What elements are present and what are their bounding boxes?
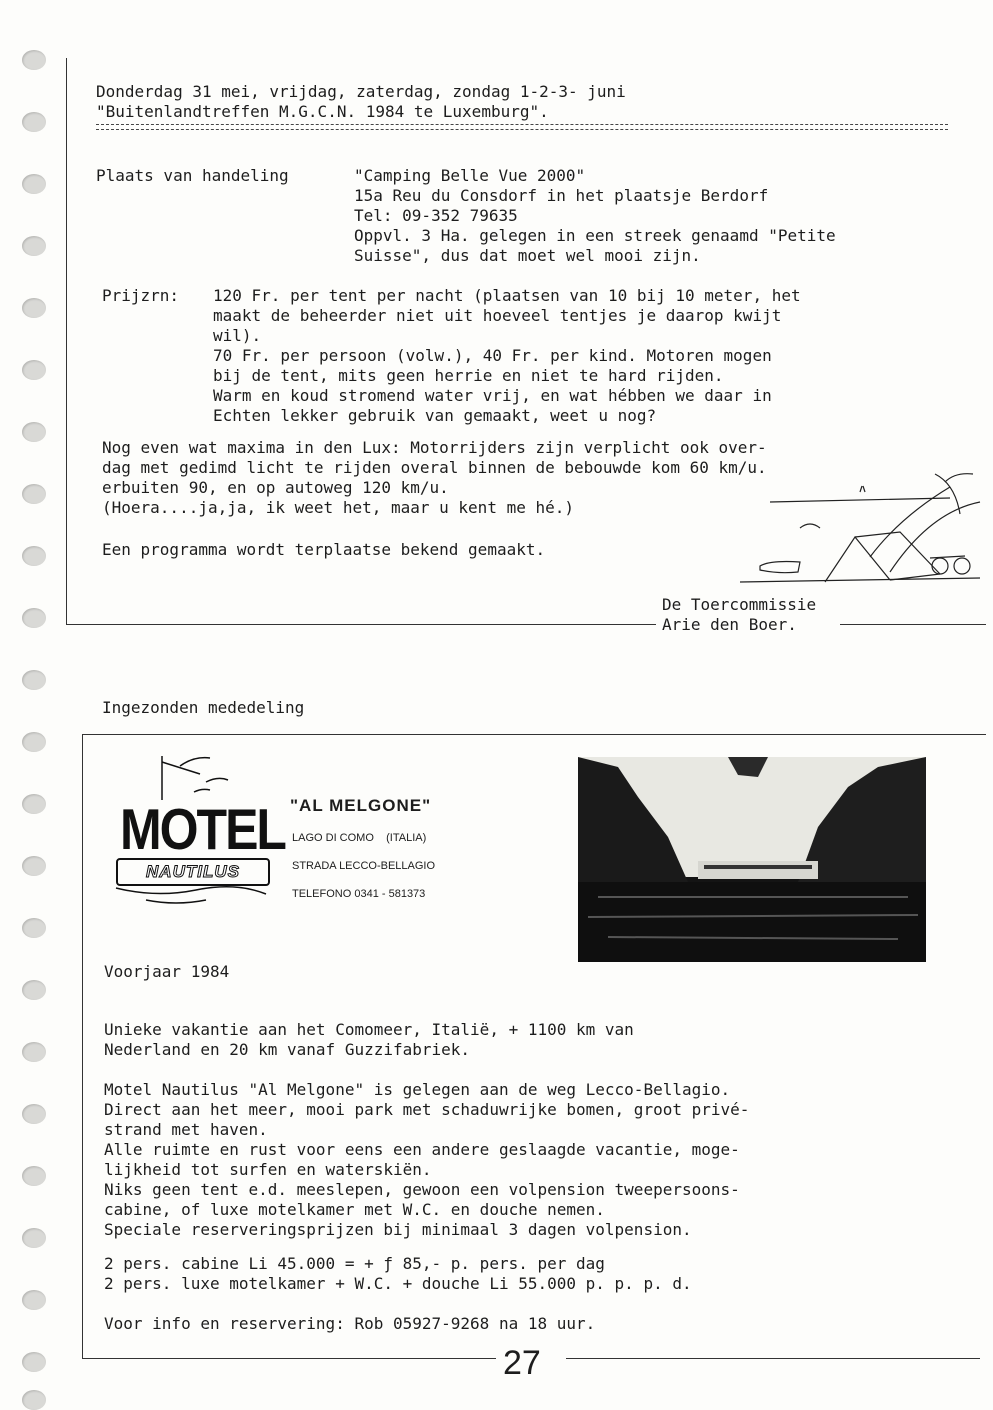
price-line: 70 Fr. per persoon (volw.), 40 Fr. per kind. Motoren mogen (213, 346, 772, 365)
season-line: Voorjaar 1984 (104, 962, 230, 981)
para2-line: Speciale reserveringsprijzen bij minimaal 3 dagen volpension. (104, 1220, 692, 1239)
event-date-line: Donderdag 31 mei, vrijdag, zaterdag, zondag 1-2-3- juni (96, 82, 626, 101)
punch-hole (22, 1104, 46, 1124)
punch-hole (22, 484, 46, 504)
section1-bottom-border (66, 624, 656, 625)
punch-hole (22, 1290, 46, 1310)
double-dashed-rule (96, 124, 948, 130)
place-line: 15a Reu du Consdorf in het plaatsje Berdorf (354, 186, 769, 205)
place-label: Plaats van handeling (96, 166, 289, 185)
info-line: Voor info en reservering: Rob 05927-9268 na 18 uur. (104, 1314, 596, 1333)
place-line: "Camping Belle Vue 2000" (354, 166, 586, 185)
para1-line: Unieke vakantie aan het Comomeer, Italië, + 1100 km van (104, 1020, 634, 1039)
para1-line: Nederland en 20 km vanaf Guzzifabriek. (104, 1040, 471, 1059)
punch-hole (22, 1166, 46, 1186)
punch-hole (22, 360, 46, 380)
punch-hole (22, 670, 46, 690)
punch-hole (22, 422, 46, 442)
price-line: Warm en koud stromend water vrij, en wat hébben we daar in (213, 386, 772, 405)
price-line: wil). (213, 326, 262, 345)
price-line: 120 Fr. per tent per nacht (plaatsen van 10 bij 10 meter, het (213, 286, 801, 305)
para2-line: cabine, of luxe motelkamer met W.C. en douche nemen. (104, 1200, 605, 1219)
punch-hole (22, 1390, 46, 1410)
section1-left-border (66, 58, 67, 624)
punch-hole (22, 112, 46, 132)
maxima-line: Nog even wat maxima in den Lux: Motorrijders zijn verplicht ook over- (102, 438, 767, 457)
section2-left-border (82, 734, 83, 1358)
wave-logo-icon (106, 878, 276, 908)
punch-hole (22, 298, 46, 318)
place-line: Tel: 09-352 79635 (354, 206, 518, 225)
punch-hole (22, 918, 46, 938)
motel-name: "AL MELGONE" (290, 796, 432, 815)
punch-hole (22, 856, 46, 876)
punch-hole (22, 236, 46, 256)
section1-bottom-border-right (840, 624, 986, 625)
motel-road: STRADA LECCO-BELLAGIO (292, 860, 436, 872)
price-line: Echten lekker gebruik van gemaakt, weet u nog? (213, 406, 657, 425)
punch-hole (22, 50, 46, 70)
price-line: bij de tent, mits geen herrie en niet te hard rijden. (213, 366, 724, 385)
para2-line: strand met haven. (104, 1120, 268, 1139)
ship-mast-logo-icon (150, 752, 240, 802)
motel-logo-wordmark: MOTEL (120, 797, 285, 862)
price-line: maakt de beheerder niet uit hoeveel tentjes je daarop kwijt (213, 306, 782, 325)
camping-sketch-illustration (740, 462, 985, 602)
motel-location: LAGO DI COMO (ITALIA) (292, 832, 427, 844)
punch-hole (22, 794, 46, 814)
binder-holes (22, 50, 50, 1406)
punch-hole (22, 980, 46, 1000)
punch-hole (22, 608, 46, 628)
section-heading: Ingezonden mededeling (102, 698, 305, 717)
punch-hole (22, 1042, 46, 1062)
punch-hole (22, 732, 46, 752)
para2-line: Direct aan het meer, mooi park met schaduwrijke bomen, groot privé- (104, 1100, 750, 1119)
price-motelkamer-line: 2 pers. luxe motelkamer + W.C. + douche Li 55.000 p. p. p. d. (104, 1274, 692, 1293)
prices-label: Prijzrn: (102, 286, 180, 305)
punch-hole (22, 1228, 46, 1248)
price-cabine-line: 2 pers. cabine Li 45.000 = + ƒ 85,- p. pers. per dag (104, 1254, 605, 1273)
place-line: Oppvl. 3 Ha. gelegen in een streek genaamd "Petite (354, 226, 836, 245)
section2-bottom-border (82, 1358, 496, 1359)
maxima-line: dag met gedimd licht te rijden overal binnen de bebouwde kom 60 km/u. (102, 458, 767, 477)
maxima-line: (Hoera....ja,ja, ik weet het, maar u kent me hé.) (102, 498, 575, 517)
section2-bottom-border-right (566, 1358, 980, 1359)
maxima-line: erbuiten 90, en op autoweg 120 km/u. (102, 478, 449, 497)
page-number: 27 (503, 1344, 541, 1382)
punch-hole (22, 1352, 46, 1372)
event-title-line: "Buitenlandtreffen M.G.C.N. 1984 te Luxemburg". (96, 102, 549, 121)
punch-hole (22, 174, 46, 194)
motel-phone: TELEFONO 0341 - 581373 (292, 888, 426, 900)
signature-line: Arie den Boer. (662, 615, 797, 634)
nautilus-logo-banner: NAUTILUS (116, 858, 270, 886)
signature-line: De Toercommissie (662, 595, 817, 614)
program-line: Een programma wordt terplaatse bekend gemaakt. (102, 540, 546, 559)
punch-hole (22, 546, 46, 566)
lake-como-photo (578, 757, 926, 962)
para2-line: Alle ruimte en rust voor eens een andere geslaagde vacantie, moge- (104, 1140, 740, 1159)
para2-line: Motel Nautilus "Al Melgone" is gelegen aan de weg Lecco-Bellagio. (104, 1080, 731, 1099)
place-line: Suisse", dus dat moet wel mooi zijn. (354, 246, 701, 265)
para2-line: lijkheid tot surfen en waterskiën. (104, 1160, 432, 1179)
section2-top-border (82, 734, 986, 735)
para2-line: Niks geen tent e.d. meeslepen, gewoon een volpension tweepersoons- (104, 1180, 740, 1199)
